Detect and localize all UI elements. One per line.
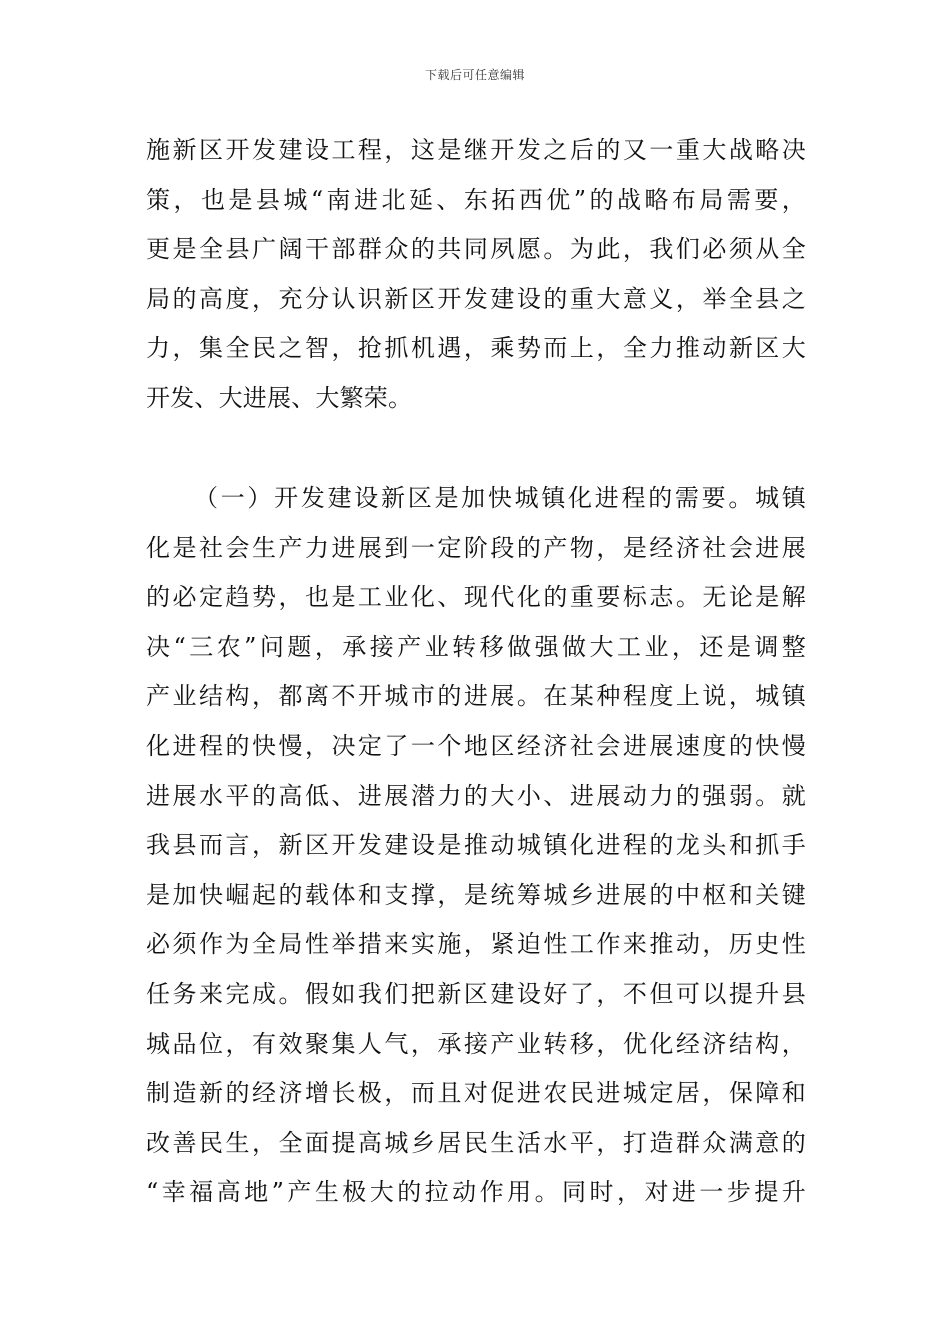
text-line: 策，也是县城“南进北延、东拓西优”的战略布局需要， bbox=[146, 185, 806, 214]
text-line: 开发、大进展、大繁荣。 bbox=[146, 383, 413, 412]
text-line: 产业结构，都离不开城市的进展。在某种程度上说，城镇 bbox=[146, 682, 806, 711]
text-line-indented: （一）开发建设新区是加快城镇化进程的需要。城镇 bbox=[194, 484, 806, 512]
text-line: 任务来完成。假如我们把新区建设好了，不但可以提升县 bbox=[146, 979, 806, 1008]
paragraph-1 bbox=[146, 126, 806, 424]
text-line: 城品位，有效聚集人气，承接产业转移，优化经济结构， bbox=[146, 1029, 806, 1058]
page-header: 下载后可任意编辑 bbox=[424, 68, 525, 82]
text-line: 我县而言，新区开发建设是推动城镇化进程的龙头和抓手 bbox=[146, 831, 806, 860]
text-line: “幸福高地”产生极大的拉动作用。同时，对进一步提升 bbox=[146, 1178, 806, 1207]
text-line: 化进程的快慢，决定了一个地区经济社会进展速度的快慢 bbox=[146, 731, 806, 760]
text-line: 改善民生，全面提高城乡居民生活水平，打造群众满意的 bbox=[146, 1128, 806, 1157]
text-line: 进展水平的高低、进展潜力的大小、进展动力的强弱。就 bbox=[146, 781, 806, 810]
text-line: 化是社会生产力进展到一定阶段的产物，是经济社会进展 bbox=[146, 533, 806, 562]
text-line: 决“三农”问题，承接产业转移做强做大工业，还是调整 bbox=[146, 632, 806, 661]
text-line: 施新区开发建设工程，这是继开发之后的又一重大战略决 bbox=[146, 136, 806, 164]
text-line: 力，集全民之智，抢抓机遇，乘势而上，全力推动新区大 bbox=[146, 334, 806, 363]
text-line: 的必定趋势，也是工业化、现代化的重要标志。无论是解 bbox=[146, 583, 806, 612]
text-line: 是加快崛起的载体和支撑，是统筹城乡进展的中枢和关键 bbox=[146, 880, 806, 909]
text-line: 更是全县广阔干部群众的共同夙愿。为此，我们必须从全 bbox=[146, 235, 806, 264]
text-line: 必须作为全局性举措来实施，紧迫性工作来推动，历史性 bbox=[146, 930, 806, 959]
text-line: 制造新的经济增长极，而且对促进农民进城定居，保障和 bbox=[146, 1079, 806, 1108]
paragraph-2 bbox=[146, 474, 806, 1218]
text-line: 局的高度，充分认识新区开发建设的重大意义，举全县之 bbox=[146, 284, 806, 313]
